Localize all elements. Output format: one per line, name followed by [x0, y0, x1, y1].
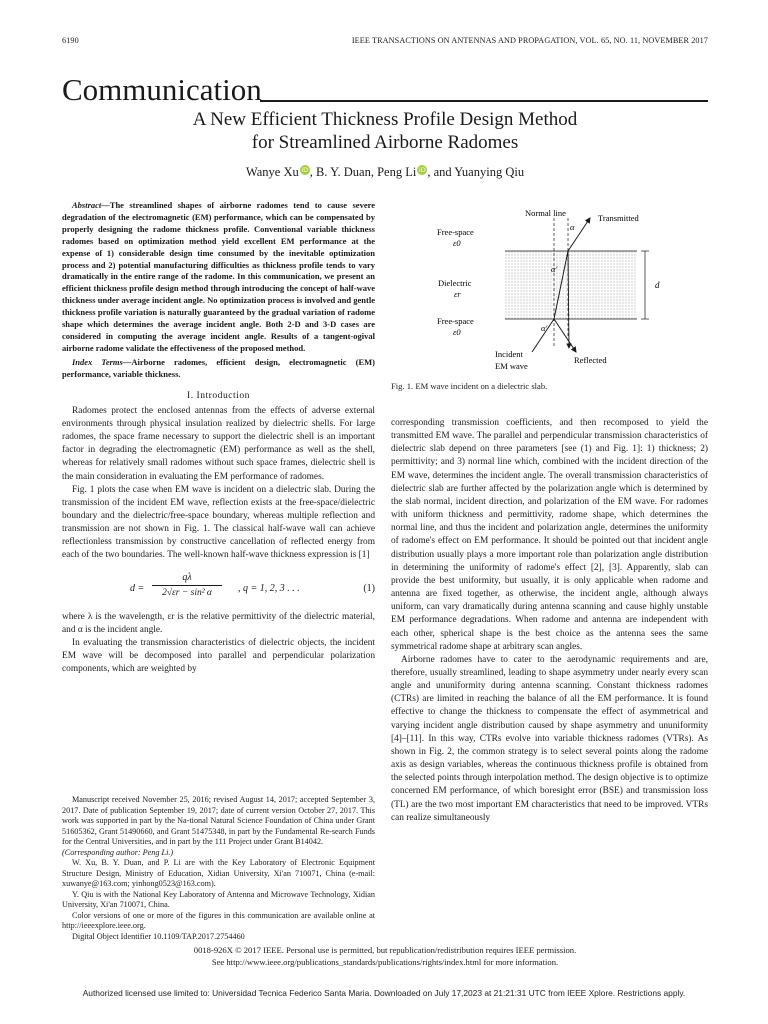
right-column [391, 417, 708, 825]
label-eps0-top: ε0 [453, 238, 461, 248]
orcid-icon[interactable]: iD [418, 166, 426, 174]
label-eps-r: εr [454, 289, 461, 299]
index-terms-text: Airborne radomes, efficient design, electromagnetic (EM) performance, variable thickness. [62, 356, 375, 379]
title-line-1: A New Efficient Thickness Profile Design Method [192, 109, 578, 130]
equation-number: (1) [363, 582, 375, 594]
label-reflected: Reflected [574, 355, 607, 365]
footnote-color: Color versions of one or more of the figures in this communication are available online at http://ieeexplore.ieee.org. [62, 910, 375, 930]
running-head [62, 36, 708, 50]
footnote-received: Manuscript received November 25, 2016; revised August 14, 2017; accepted September 3, 2017. Date of publication September 19, 2017; date of current version October 27, 2017. This work was supported in part by the Na-tional Natural Science Foundation of China under Grant 51605362, Grant 51490660, and Grant 51475348, in part by the Fundamental Re-search Funds for the Central Universities, and in part by the 111 Project under Grant B14042. [62, 795, 375, 846]
section-heading-text: Communication [62, 72, 262, 107]
label-alpha-prime-bottom: α′ [541, 323, 548, 333]
label-free-space-bottom: Free-space [437, 316, 474, 326]
copyright-line-2: See http://www.ieee.org/publications_standards/publications/rights/index.html for more information. [211, 957, 559, 967]
intro-paragraph-1: Radomes protect the enclosed antennas from the effects of adverse external environments through physical insulation realized by dielectric shells. For large radomes, the space frame necessary to support the dielectric shell is an important factor in degrading the electromagnetic (EM) performance as well as the shell, whereas for relatively small radomes without such space frames, dielectric shell is the main consideration in evaluating the EM performance of radomes. [62, 405, 375, 482]
equation-denominator: 2√εr − sin² α [162, 587, 212, 598]
author-2-3: , B. Y. Duan, Peng Li [309, 165, 417, 179]
label-normal-line: Normal line [525, 208, 566, 218]
label-transmitted: Transmitted [598, 213, 639, 223]
figure-1 [391, 200, 708, 400]
label-free-space-top: Free-space [437, 227, 474, 237]
abstract-text: The streamlined shapes of airborne radomes tend to cause severe degradation of the electromagnetic (EM) performance, which can be compensated by properly designing the radome thickness profile. Conventional variable thickness radomes based on optimization method yield excellent EM performance at the expense of 1) considerable design time consumed by the inevitable optimization process and 2) potential manufacturing difficulties as thickness profile tends to vary dramatically in the entire range of the radome. In this communication, we present an efficient thickness profile design method through introducing the concept of half-wave thickness under average incident angle. No optimization process is involved and gentle thickness profile variation is naturally guaranteed by the gradual variation of radome shape which determines the average incident angle. Both 2-D and 3-D cases are considered in computing the average incident angle. Results of a tangent-ogival airborne radome validate the effectiveness of the proposed method. [62, 200, 375, 353]
author-list [62, 164, 708, 180]
footnote-corresponding: (Corresponding author: Peng Li.) [62, 847, 174, 857]
title-line-2: for Streamlined Airborne Radomes [251, 132, 519, 153]
copyright-line-1: 0018-926X © 2017 IEEE. Personal use is permitted, but republication/redistribution requires IEEE permission. [193, 945, 577, 955]
left-column [62, 200, 375, 676]
equation-explanation: where λ is the wavelength, εr is the relative permittivity of the dielectric material, and α is the incident angle. [62, 611, 375, 635]
section-heading-rule [260, 100, 708, 102]
label-alpha-prime-top: α′ [551, 264, 558, 274]
label-em-wave: EM wave [495, 361, 528, 371]
equation-lhs: d = [130, 582, 145, 594]
footnote-affiliation-1: W. Xu, B. Y. Duan, and P. Li are with the Key Laboratory of Electronic Equipment Structure Design, Ministry of Education, Xidian University, Xi'an 710071, China (e-mail: xuwanye@163.com; yinhong0523@163.com). [62, 858, 375, 888]
copyright-notice [62, 944, 708, 968]
equation-condition: , q = 1, 2, 3 . . . [238, 582, 300, 594]
label-incident: Incident [495, 349, 523, 359]
intro-heading: I. Introduction [187, 389, 250, 401]
abstract-label: Abstract— [72, 200, 110, 210]
page-number: 6190 [62, 36, 79, 45]
footnote-affiliation-2: Y. Qiu is with the National Key Laboratory of Antenna and Microwave Technology, Xidian University, Xi'an 710071, China. [62, 889, 375, 909]
label-thickness-d: d [655, 280, 660, 290]
figure-1-diagram [391, 200, 708, 380]
intro-paragraph-3: In evaluating the transmission characteristics of dielectric objects, the incident EM wave will be decomposed into parallel and perpendicular polarization components, which are weighted by [62, 637, 375, 675]
abstract [62, 200, 375, 355]
label-eps0-bottom: ε0 [453, 327, 461, 337]
index-terms-label: Index Terms— [72, 356, 132, 367]
author-4: , and Yuanying Qiu [427, 165, 525, 179]
footnote-doi: Digital Object Identifier 10.1109/TAP.2017.2754460 [72, 931, 245, 941]
dielectric-slab [505, 251, 637, 319]
author-1: Wanye Xu [245, 165, 299, 179]
footnotes [62, 795, 375, 942]
right-paragraph-1: corresponding transmission coefficients, and then recomposed to yield the transmitted EM wave. The parallel and perpendicular transmission characteristics of dielectric slab depend on three parameters [see (1) and Fig. 1]: 1) thickness; 2) permittivity; and 3) normal line which, combined with the incident direction of the EM wave, determines the incident angle. The overall transmission characteristics of dielectric slab are further affected by the polarization angle which is determined by the slab normal, incident direction, and polarization of the EM wave. For radomes with uniform thickness and permittivity, radome shape, which determines the normal line, and thus the incident and polarization angle, determines the uniformity of radome's effect on EM performance. It should be pointed out that incident angle distribution usually plays a more important role than polarization angle distribution in determining the uniformity of radome's effect [2], [3]. Apparently, slab can provide the best uniformity, but usually, it is only applicable when radome and antenna are fixed together, as otherwise, the incident angle, although always uniform, can vary dramatically during antenna scanning and cause highly unstable EM performance degradations. When radome and antenna are independent with each other, spherical shape is the best choice as the antenna sees the same symmetrical radome shape at arbitrary scan angles. [391, 418, 708, 652]
right-paragraph-2: Airborne radomes have to cater to the aerodynamic requirements and are, therefore, usually streamlined, leading to shape asymmetry under nearly every scan angle and ununiformity during antenna scanning. Constant thickness radomes (CTRs) are limited in reaching the balance of all the EM performance. It is found effective to change the thickness to compensate the effect of asymmetrical and varying incident angle distribution caused by shape asymmetry and ununiformity [4]–[11]. In this way, CTRs evolve into variable thickness radomes (VTRs). As shown in Fig. 2, the common strategy is to select several points along the radome axis as design variables, whereas the continuous thickness profile is obtained from the selected points through interpolation method. The design objective is to optimize concerned EM performance, of which boresight error (BSE) and transmission loss (TL) are the two most important EM characteristics that need to be improved. VTRs can realize simultaneously [391, 654, 708, 823]
reflected-ray [554, 319, 576, 352]
section-heading [62, 72, 708, 112]
figure-1-caption: Fig. 1. EM wave incident on a dielectric slab. [391, 381, 548, 391]
paper-title [62, 108, 708, 154]
label-dielectric: Dielectric [438, 278, 472, 288]
intro-paragraph-2: Fig. 1 plots the case when EM wave is incident on a dielectric slab. During the transmission of the incident EM wave, reflection exists at the free-space/dielectric boundary and the dielectric/free-space boundary, whereas multiple reflection and transmission are not shown in Fig. 1. The classical half-wave wall can achieve reflectionless transmission by constructive cancellation of reflected energy from each of the two boundaries. The well-known half-wave thickness expression is [1] [62, 484, 375, 561]
equation-numerator: qλ [152, 571, 222, 586]
download-notice: Authorized licensed use limited to: Universidad Tecnica Federico Santa Maria. Downloaded on July 17,2023 at 21:21:31 UTC from IEEE Xplore. Restrictions apply. [82, 988, 686, 998]
index-terms [62, 357, 375, 381]
label-alpha: α [570, 222, 575, 232]
journal-title: IEEE TRANSACTIONS ON ANTENNAS AND PROPAGATION, VOL. 65, NO. 11, NOVEMBER 2017 [351, 36, 708, 45]
equation-1 [62, 569, 375, 607]
orcid-icon[interactable]: iD [301, 166, 309, 174]
equation-fraction [152, 571, 222, 600]
